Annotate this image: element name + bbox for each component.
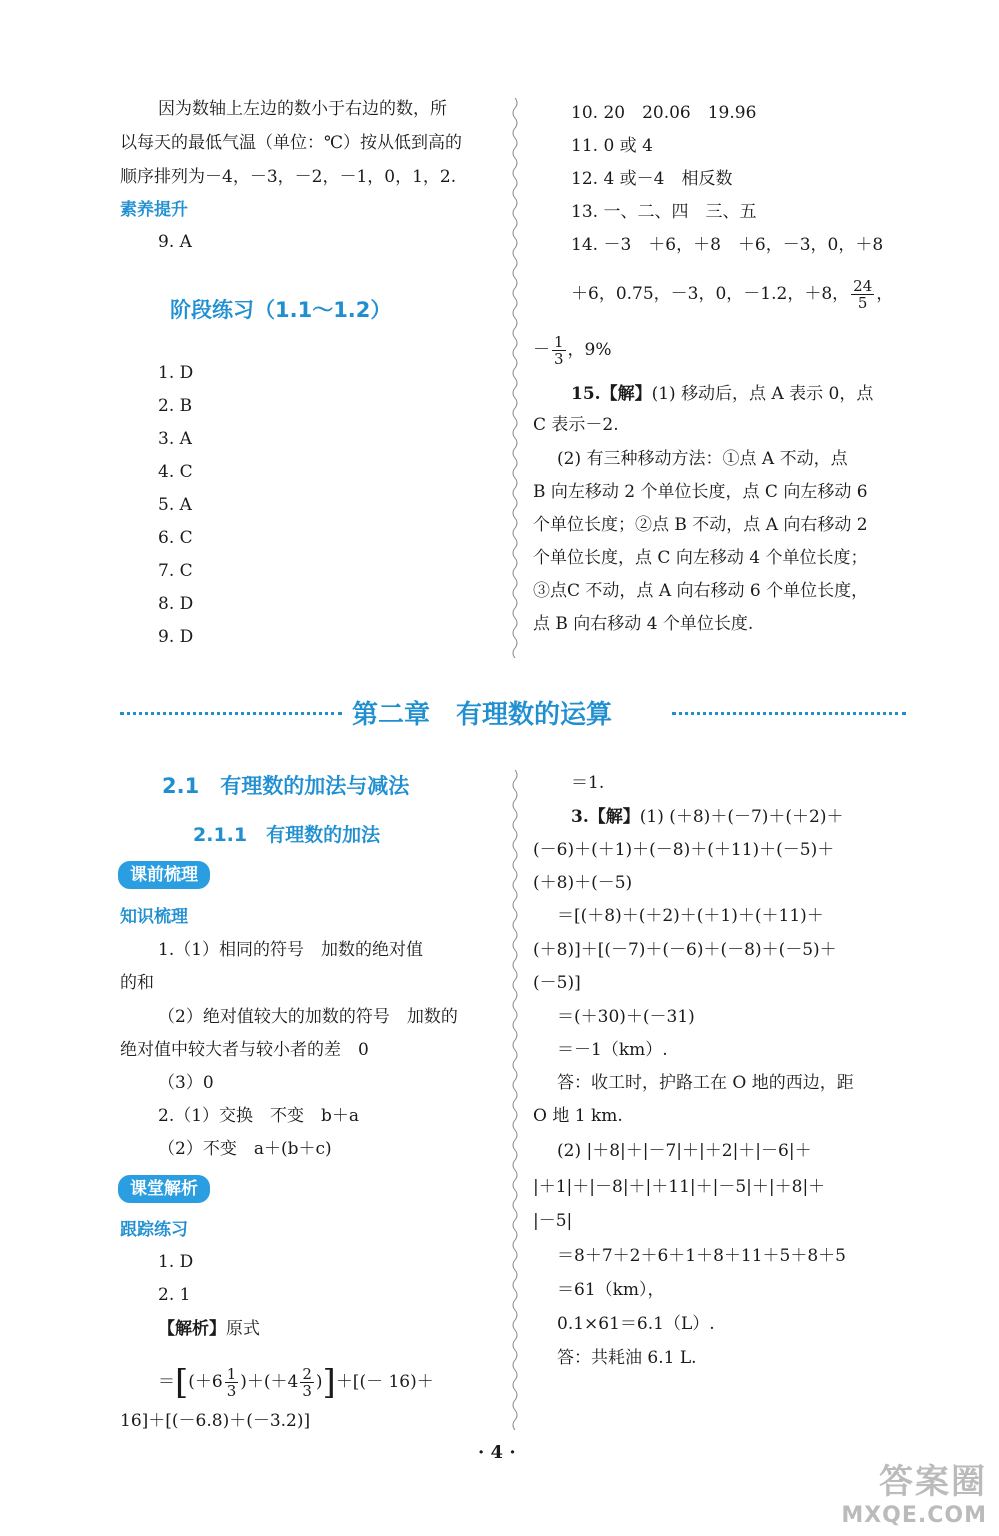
chapter-title: 第二章 有理数的运算 xyxy=(352,700,613,730)
intro-line-1: 因为数轴上左边的数小于右边的数，所 xyxy=(158,99,447,119)
intro-line-2: 以每天的最低气温（单位：℃）按从低到高的 xyxy=(120,133,463,153)
answer-15-line-3: (2) 有三种移动方法：①点 A 不动，点 xyxy=(540,449,848,469)
q3-line-8: ＝－1（km）. xyxy=(540,1040,668,1060)
q3-line-3: (＋8)＋(－5) xyxy=(533,873,633,893)
answer-14-line-1: 14. －3 ＋6，＋8 ＋6，－3，0，＋8 xyxy=(571,235,884,255)
analysis-tag: 【解析】 xyxy=(158,1319,226,1339)
stage-answer-1: 1. D xyxy=(158,363,194,383)
fraction-1-3 xyxy=(225,1366,239,1399)
knowledge-line-2: 的和 xyxy=(120,973,154,993)
knowledge-line-4: 绝对值中较大者与较小者的差 0 xyxy=(120,1040,369,1060)
analysis-line xyxy=(158,1318,260,1340)
eq-term-2: )＋(＋4 xyxy=(240,1372,299,1392)
answer-11: 11. 0 或 4 xyxy=(571,136,653,156)
q3-line-1 xyxy=(571,806,843,828)
track-answer-2: 2. 1 xyxy=(158,1285,191,1305)
intro-line-3: 顺序排列为－4，－3，－2，－1，0，1，2. xyxy=(120,167,457,187)
stage-answer-5: 5. A xyxy=(158,495,192,515)
watermark-line-2: MXQE.COM xyxy=(841,1503,987,1528)
watermark-logo xyxy=(841,1454,987,1528)
fraction-2-3 xyxy=(300,1366,314,1399)
q3-line-13: |－5| xyxy=(533,1211,573,1231)
stage-answer-9: 9. D xyxy=(158,627,194,647)
knowledge-line-7: （2）不变 a＋(b＋c) xyxy=(158,1139,332,1159)
knowledge-line-1: 1.（1）相同的符号 加数的绝对值 xyxy=(158,940,424,960)
knowledge-line-5: （3）0 xyxy=(158,1073,214,1093)
knowledge-line-3: （2）绝对值较大的加数的符号 加数的 xyxy=(158,1007,458,1027)
knowledge-line-6: 2.（1）交换 不变 b＋a xyxy=(158,1106,360,1126)
subsection-title: 2.1.1 有理数的加法 xyxy=(193,824,381,846)
pill-kechan-shuli: 课前梳理 xyxy=(118,861,210,889)
section-label-suyang: 素养提升 xyxy=(120,200,188,220)
answer-15-line-6: 个单位长度，点 C 向左移动 4 个单位长度； xyxy=(533,548,868,568)
answer-15-line-7: ③点C 不动，点 A 向右移动 6 个单位长度， xyxy=(533,581,869,601)
answer-13: 13. 一、二、四 三、五 xyxy=(571,202,757,222)
answer-14-line-2 xyxy=(571,278,893,311)
frac-num: 1 xyxy=(554,333,564,351)
q3-line-2: (－6)＋(＋1)＋(－8)＋(＋11)＋(－5)＋ xyxy=(533,840,835,860)
equation-line-2: 16]＋[(－6.8)＋(－3.2)] xyxy=(120,1411,311,1431)
stage-answer-2: 2. B xyxy=(158,396,193,416)
analysis-text: 原式 xyxy=(226,1319,260,1339)
big-left-bracket: [ xyxy=(175,1362,189,1403)
q3-line-16: 0.1×61＝6.1（L）. xyxy=(540,1314,715,1334)
answer-15-line-2: C 表示－2. xyxy=(533,415,619,435)
equation-line-1 xyxy=(158,1362,434,1402)
fraction-1-3 xyxy=(552,334,566,367)
q3-line-7: ＝(＋30)＋(－31) xyxy=(540,1007,695,1027)
label-genzong-lianxi: 跟踪练习 xyxy=(120,1220,188,1240)
frac-num: 1 xyxy=(226,1365,237,1383)
frac-num: 2 xyxy=(302,1365,312,1383)
answer-10: 10. 20 20.06 19.96 xyxy=(571,103,757,123)
stage-answer-4: 4. C xyxy=(158,462,193,482)
answer-14-line-3 xyxy=(533,334,612,367)
frac-num: 24 xyxy=(853,277,873,295)
equals-sign: ＝ xyxy=(158,1372,175,1392)
chapter-dots-left xyxy=(120,712,342,715)
answer-12: 12. 4 或－4 相反数 xyxy=(571,169,733,189)
column-divider-bottom xyxy=(509,770,521,1430)
q3-line-11: (2) |＋8|＋|－7|＋|＋2|＋|－6|＋ xyxy=(540,1141,812,1161)
q3-line-9: 答：收工时，护路工在 O 地的西边，距 xyxy=(540,1073,854,1093)
track-answer-1: 1. D xyxy=(158,1252,194,1272)
answer-14-line-3-end: ，9% xyxy=(567,340,612,360)
eq-tail: ＋[(－ 16)＋ xyxy=(335,1372,434,1392)
page-number: · 4 · xyxy=(478,1442,516,1463)
answer-15-tag: 15.【解】 xyxy=(571,384,652,404)
q3-line-17: 答：共耗油 6.1 L. xyxy=(540,1348,697,1368)
q3-line-4: ＝[(＋8)＋(＋2)＋(＋1)＋(＋11)＋ xyxy=(540,906,824,926)
eq-close-paren: ) xyxy=(315,1372,323,1392)
fraction-24-5 xyxy=(851,278,874,311)
stage-answer-3: 3. A xyxy=(158,429,192,449)
stage-answer-7: 7. C xyxy=(158,561,193,581)
q3-line-12: |＋1|＋|－8|＋|＋11|＋|－5|＋|＋8|＋ xyxy=(533,1177,826,1197)
big-right-bracket: ] xyxy=(322,1362,336,1403)
q3-first-text: (1) (＋8)＋(－7)＋(＋2)＋ xyxy=(639,807,844,827)
frac-den: 5 xyxy=(857,294,868,312)
q3-tag: 3.【解】 xyxy=(571,807,640,827)
answer-15-line-5: 个单位长度；②点 B 不动，点 A 向右移动 2 xyxy=(533,515,868,535)
chapter-dots-right xyxy=(672,712,906,715)
stage-answer-6: 6. C xyxy=(158,528,193,548)
stage-title: 阶段练习（1.1～1.2） xyxy=(170,298,392,322)
q3-line-15: ＝61（km）， xyxy=(540,1280,665,1300)
answer-15-line-4: B 向左移动 2 个单位长度，点 C 向左移动 6 xyxy=(533,482,868,502)
equals-one: ＝1. xyxy=(571,773,605,793)
frac-den: 3 xyxy=(226,1382,237,1400)
q3-line-10: O 地 1 km. xyxy=(533,1106,623,1126)
answer-15-text: (1) 移动后，点 A 表示 0，点 xyxy=(651,384,874,404)
watermark-line-1: 答案圈 xyxy=(879,1462,987,1502)
stage-answer-8: 8. D xyxy=(158,594,194,614)
answer-15-line-1 xyxy=(571,383,873,405)
frac-den: 3 xyxy=(302,1382,312,1400)
q3-line-14: ＝8＋7＋2＋6＋1＋8＋11＋5＋8＋5 xyxy=(540,1246,846,1266)
label-zhishi-shuli: 知识梳理 xyxy=(120,907,188,927)
answer-14-line-2-end: ， xyxy=(876,284,894,304)
answer-9: 9. A xyxy=(158,232,192,252)
section-title: 2.1 有理数的加法与减法 xyxy=(162,774,410,798)
minus-sign: － xyxy=(533,340,550,360)
answer-15-line-8: 点 B 向右移动 4 个单位长度. xyxy=(533,614,754,634)
answer-14-line-2-text: ＋6，0.75，－3，0，－1.2，＋8， xyxy=(571,284,850,304)
pill-ketang-jiexi: 课堂解析 xyxy=(118,1175,210,1203)
frac-den: 3 xyxy=(554,350,564,368)
eq-term-1: (＋6 xyxy=(188,1372,223,1392)
q3-line-6: (－5)] xyxy=(533,973,581,993)
column-divider-top xyxy=(509,98,521,658)
q3-line-5: (＋8)]＋[(－7)＋(－6)＋(－8)＋(－5)＋ xyxy=(533,940,837,960)
